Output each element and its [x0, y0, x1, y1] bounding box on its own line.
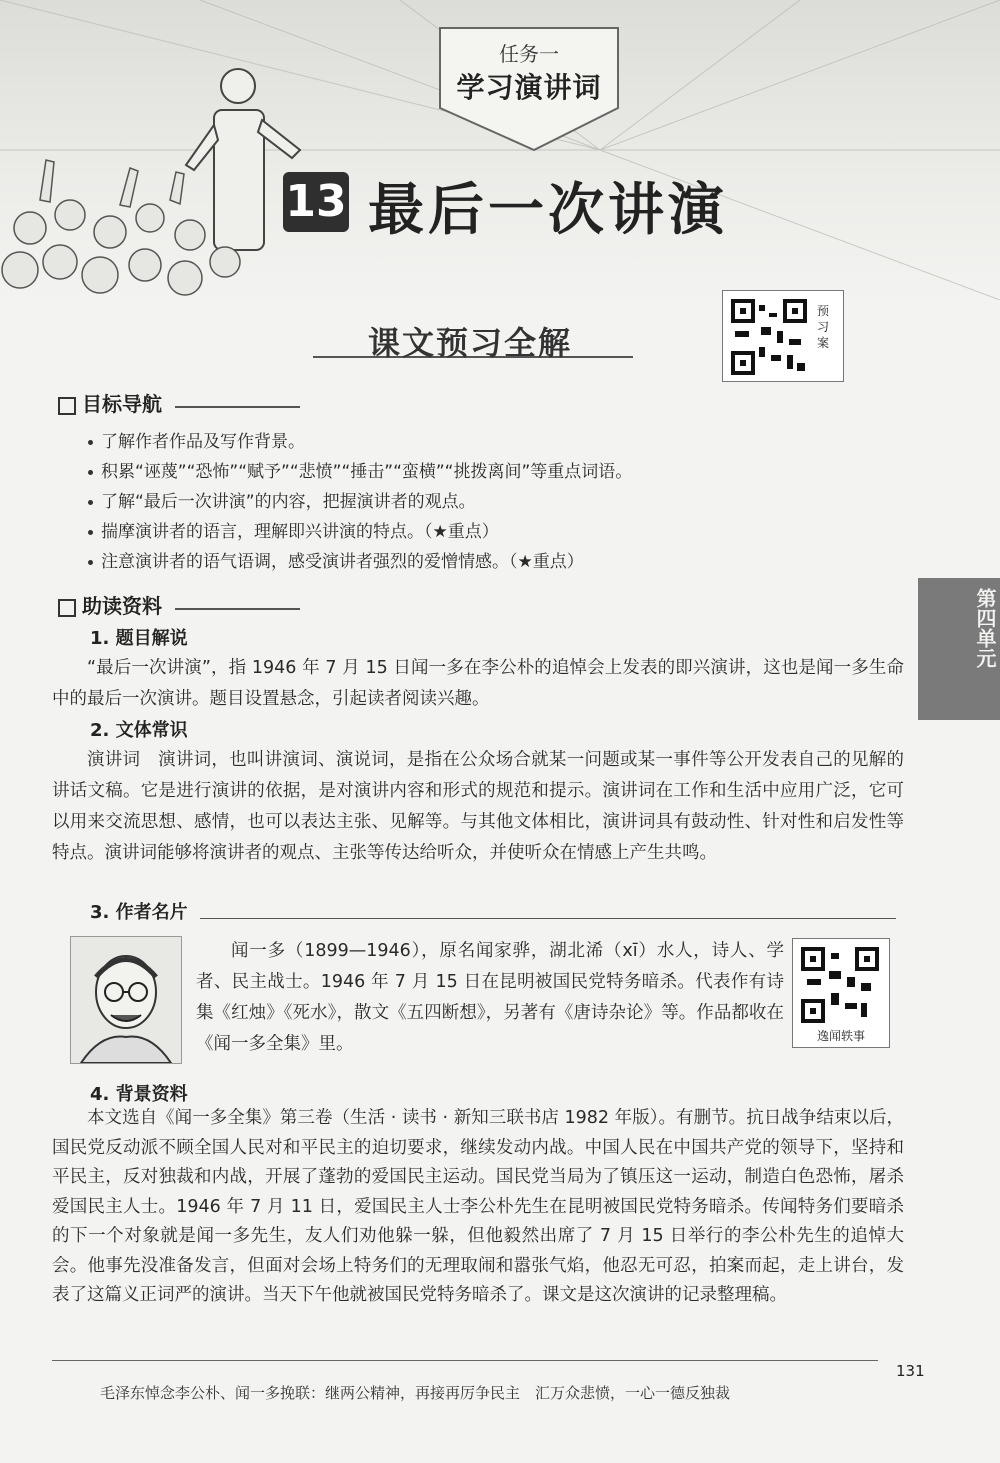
goal-item: 了解作者作品及写作背景。	[88, 427, 305, 452]
arrow-icon	[58, 397, 76, 415]
section-3-title: 3. 作者名片	[90, 902, 188, 923]
qr-code-icon	[801, 947, 879, 1023]
section-title: 课文预习全解	[368, 324, 573, 362]
section-4-text: 本文选自《闻一多全集》第三卷（生活 · 读书 · 新知三联书店 1982 年版）。有删节。抗日战争结束以后，国民党反动派不顾全国人民对和平民主的迫切要求，继续发动内战。中国人民在中国共产党的领导下，坚持和平民主，反对独裁和内战，开展了蓬勃的爱国民主运动。国民党当局为了镇压这一运动，制造白色恐怖，屠杀爱国民主人士。1946 年 7 月 11 日，爱国民主人士李公朴先生在昆明被国民党特务暗杀。传闻特务们要暗杀的下一个对象就是闻一多先生，友人们劝他躲一躲，但他毅然出席了 7 月 15 日举行的李公朴先生的追悼大会。他事先没准备发言，但面对会场上特务们的无理取闹和嚣张气焰，他忍无可忍，拍案而起，走上讲台，发表了这篇义正词严的演讲。当天下午他就被国民党特务暗杀了。课文是这次演讲的记录整理稿。	[52, 1108, 904, 1305]
goal-item: 揣摩演讲者的语言，理解即兴讲演的特点。（★重点）	[88, 517, 499, 542]
task-subtitle: 任务一	[499, 42, 559, 66]
section-2-title: 2. 文体常识	[90, 720, 188, 741]
footer-couplet: 毛泽东悼念李公朴、闻一多挽联：继两公精神，再接再厉争民主 汇万众悲愤，一心一德反独裁	[100, 1384, 731, 1402]
section-2-text: 演讲词 演讲词，也叫讲演词、演说词，是指在公众场合就某一问题或某一事件等公开发表自己的见解的讲话文稿。它是进行演讲的依据，是对演讲内容和形式的规范和提示。演讲词在工作和生活中应用广泛，它可以用来交流思想、感情，也可以表达主张、见解等。与其他文体相比，演讲词具有鼓动性、针对性和启发性等特点。演讲词能够将演讲者的观点、主张等传达给听众，并使听众在情感上产生共鸣。	[52, 750, 904, 863]
qr-code-preview[interactable]	[722, 290, 844, 382]
qr-label-anecdotes: 逸闻轶事	[816, 1029, 865, 1043]
goals-heading: 目标导航	[58, 388, 162, 417]
goal-item: 了解“最后一次讲演”的内容，把握演讲者的观点。	[88, 487, 476, 512]
task-banner	[445, 30, 613, 106]
goal-item: 积累“诬蔑”“恐怖”“赋予”“悲愤”“捶击”“蛮横”“挑拨离间”等重点词语。	[88, 457, 632, 482]
arrow-icon	[58, 599, 76, 617]
footer-divider	[52, 1360, 878, 1361]
qr-code-anecdotes[interactable]	[792, 938, 890, 1048]
unit-side-tab[interactable]	[918, 578, 1000, 720]
lesson-number-badge: 13	[283, 172, 349, 232]
reading-heading: 助读资料	[58, 590, 162, 619]
qr-label-preview: 预习案	[817, 304, 830, 350]
unit-side-tab-label: 第四单元	[973, 588, 997, 668]
qr-code-icon	[731, 299, 807, 375]
section-1-title: 1. 题目解说	[90, 628, 188, 649]
task-title: 学习演讲词	[456, 71, 602, 104]
reading-heading-line	[175, 608, 300, 610]
goals-heading-line	[175, 406, 300, 408]
section-3-text: 闻一多（1899—1946），原名闻家骅，湖北浠（xī）水人，诗人、学者、民主战士。1946 年 7 月 15 日在昆明被国民党特务暗杀。代表作有诗集《红烛》《死水》，散文《五四断想》，另著有《唐诗杂论》等。作品都收在《闻一多全集》里。	[196, 941, 784, 1054]
section-4-title: 4. 背景资料	[90, 1084, 188, 1105]
section-1-text: “最后一次讲演”，指 1946 年 7 月 15 日闻一多在李公朴的追悼会上发表的即兴演讲，这也是闻一多生命中的最后一次演讲。题目设置悬念，引起读者阅读兴趣。	[52, 658, 904, 709]
goal-item: 注意演讲者的语气语调，感受演讲者强烈的爱憎情感。（★重点）	[88, 547, 584, 572]
author-portrait	[70, 936, 182, 1064]
page-number: 131	[896, 1362, 925, 1380]
section-3-line	[200, 918, 896, 919]
author-portrait-sketch	[71, 937, 181, 1063]
lesson-title: 最后一次讲演	[368, 178, 728, 243]
